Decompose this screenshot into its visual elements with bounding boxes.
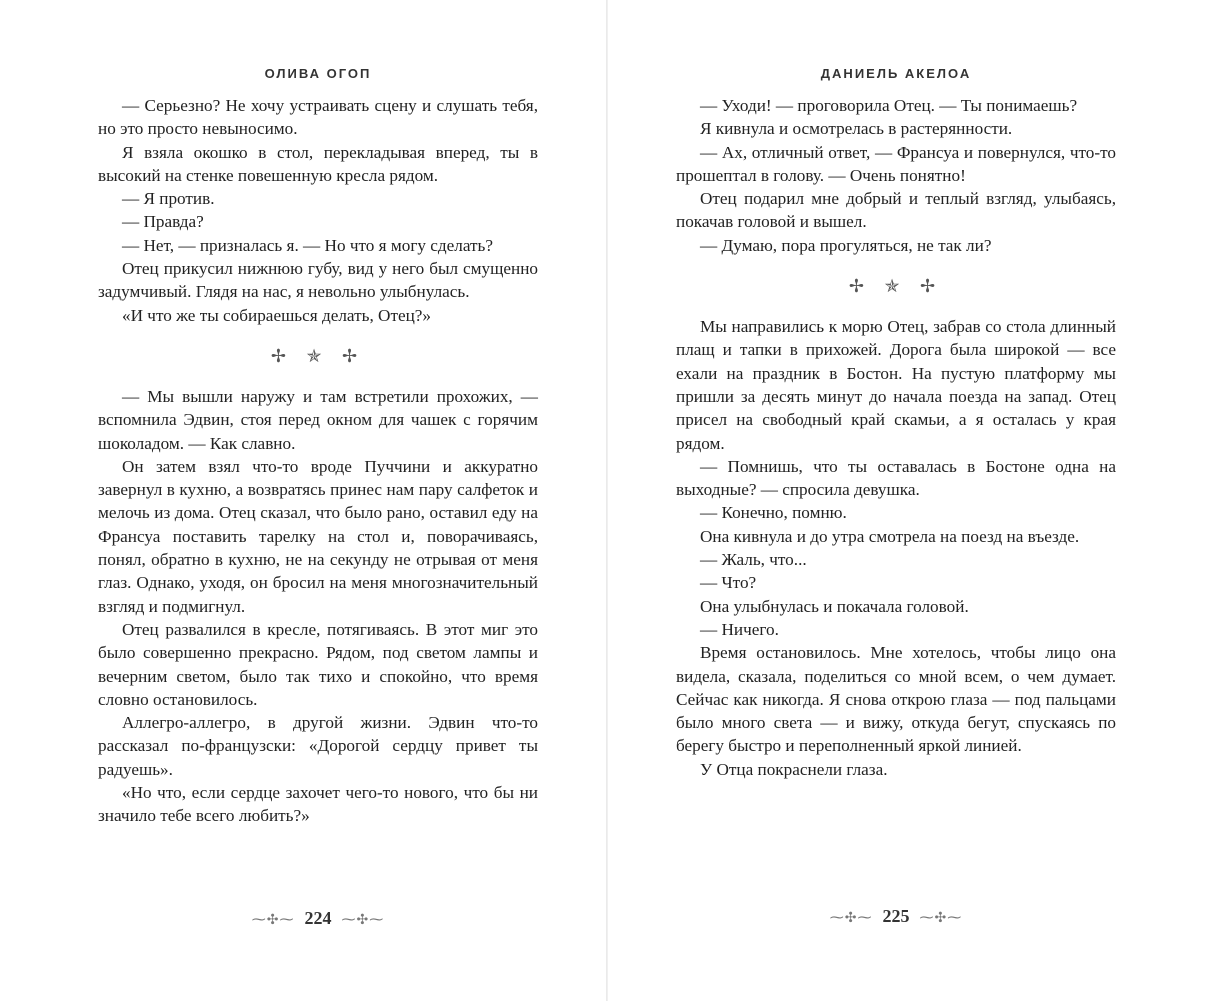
left-body-text — [98, 94, 538, 828]
right-paragraph-9: Она кивнула и до утра смотрела на поезд на въезде. — [700, 526, 1080, 546]
left-paragraph-4: — Правда? — [122, 212, 204, 232]
right-paragraph-14: Время остановилось. Мне хотелось, чтобы лицо она видела, сказала, поделиться со мной всем, о чем думает. Сейчас как никогда. Я снова открою глаза — под пальцами было много света — и вижу, откуда бегут, спускаясь по берегу быстро и переполненный яркой линией. — [676, 643, 1116, 756]
left-folio-ornament-left: ⁓✣⁓ — [251, 913, 295, 928]
right-paragraph-10: — Жаль, что... — [700, 550, 807, 570]
right-section-break-ornament: ✢ ✯ ✢ — [848, 276, 944, 297]
right-paragraph-6: Мы направились к морю Отец, забрав со стола длинный плащ и тапки в прихожей. Дорога была широкой — все ехали на праздник в Бостон. На пустую платформу мы пришли за десять минут до начала поезда на запад. Отец присел на свободный край скамьи, а я осталась у края рядом. — [676, 317, 1116, 453]
left-paragraph-2: Я взяла окошко в стол, перекладывая вперед, ты в высокий на стенке повешенную кресла рядом. — [98, 142, 538, 185]
left-page — [98, 0, 538, 1001]
book-gutter — [606, 0, 608, 1001]
left-paragraph-11: Аллегро-аллегро, в другой жизни. Эдвин что-то рассказал по-французски: «Дорогой сердцу привет ты радуешь». — [98, 713, 538, 779]
right-body-text — [676, 94, 1116, 781]
right-paragraph-13: — Ничего. — [700, 619, 779, 639]
left-paragraph-7: «И что же ты собираешься делать, Отец?» — [122, 305, 432, 325]
right-page-number — [676, 906, 1116, 927]
right-paragraph-15: У Отца покраснели глаза. — [700, 759, 888, 779]
right-paragraph-2: Я кивнула и осмотрелась в растерянности. — [700, 119, 1013, 139]
left-paragraph-6: Отец прикусил нижнюю губу, вид у него был смущенно задумчивый. Глядя на нас, я невольно улыбнулась. — [98, 259, 538, 302]
left-section-break-ornament: ✢ ✯ ✢ — [270, 345, 366, 366]
left-paragraph-1: — Серьезно? Не хочу устраивать сцену и слушать тебя, но это просто невыносимо. — [98, 96, 538, 139]
right-paragraph-4: Отец подарил мне добрый и теплый взгляд, улыбаясь, покачав головой и вышел. — [676, 189, 1116, 232]
right-paragraph-8: — Конечно, помню. — [700, 503, 847, 523]
left-folio-number: 224 — [304, 908, 332, 928]
left-paragraph-5: — Нет, — призналась я. — Но что я могу сделать? — [122, 235, 494, 255]
left-paragraph-10: Отец развалился в кресле, потягиваясь. В этот миг это было совершенно прекрасно. Рядом, под светом лампы и вечерним светом, было так тихо и спокойно, что время словно остановилось. — [98, 619, 538, 709]
right-folio-number: 225 — [882, 906, 910, 926]
left-paragraph-3: — Я против. — [122, 189, 215, 209]
right-paragraph-12: Она улыбнулась и покачала головой. — [700, 596, 969, 616]
left-page-number — [98, 908, 538, 929]
right-folio-ornament-left: ⁓✣⁓ — [829, 911, 873, 926]
right-paragraph-5: — Думаю, пора прогуляться, не так ли? — [700, 235, 992, 255]
left-folio-ornament-right: ⁓✣⁓ — [341, 913, 385, 928]
right-running-head: ДАНИЕЛЬ АКЕЛОА — [820, 66, 972, 81]
left-paragraph-12: «Но что, если сердце захочет чего-то нового, что бы ни значило тебе всего любить?» — [98, 783, 538, 826]
left-running-head: ОЛИВА ОГОП — [264, 66, 372, 81]
right-folio-ornament-right: ⁓✣⁓ — [919, 911, 963, 926]
right-paragraph-11: — Что? — [700, 573, 757, 593]
left-paragraph-9: Он затем взял что-то вроде Пуччини и аккуратно завернул в кухню, а возвратясь принес нам пару салфеток и мелочь из дома. Отец сказал, что было рано, оставил еду на Франсуа поставить тарелку на стол и, поворачиваясь, понял, обратно в кухню, не на секунду не отрывая от меня глаз. Однако, уходя, он бросил на меня многозначительный взгляд и подмигнул. — [98, 456, 538, 616]
left-paragraph-8: — Мы вышли наружу и там встретили прохожих, — вспомнила Эдвин, стоя перед окном для чашек с горячим шоколадом. — Как славно. — [98, 386, 538, 453]
right-paragraph-7: — Помнишь, что ты оставалась в Бостоне одна на выходные? — спросила девушка. — [676, 456, 1116, 500]
right-paragraph-3: — Ах, отличный ответ, — Франсуа и повернулся, что-то прошептал в голову. — Очень понятно! — [676, 142, 1116, 185]
right-paragraph-1: — Уходи! — проговорила Отец. — Ты понимаешь? — [700, 96, 1078, 115]
right-page — [676, 0, 1116, 1001]
